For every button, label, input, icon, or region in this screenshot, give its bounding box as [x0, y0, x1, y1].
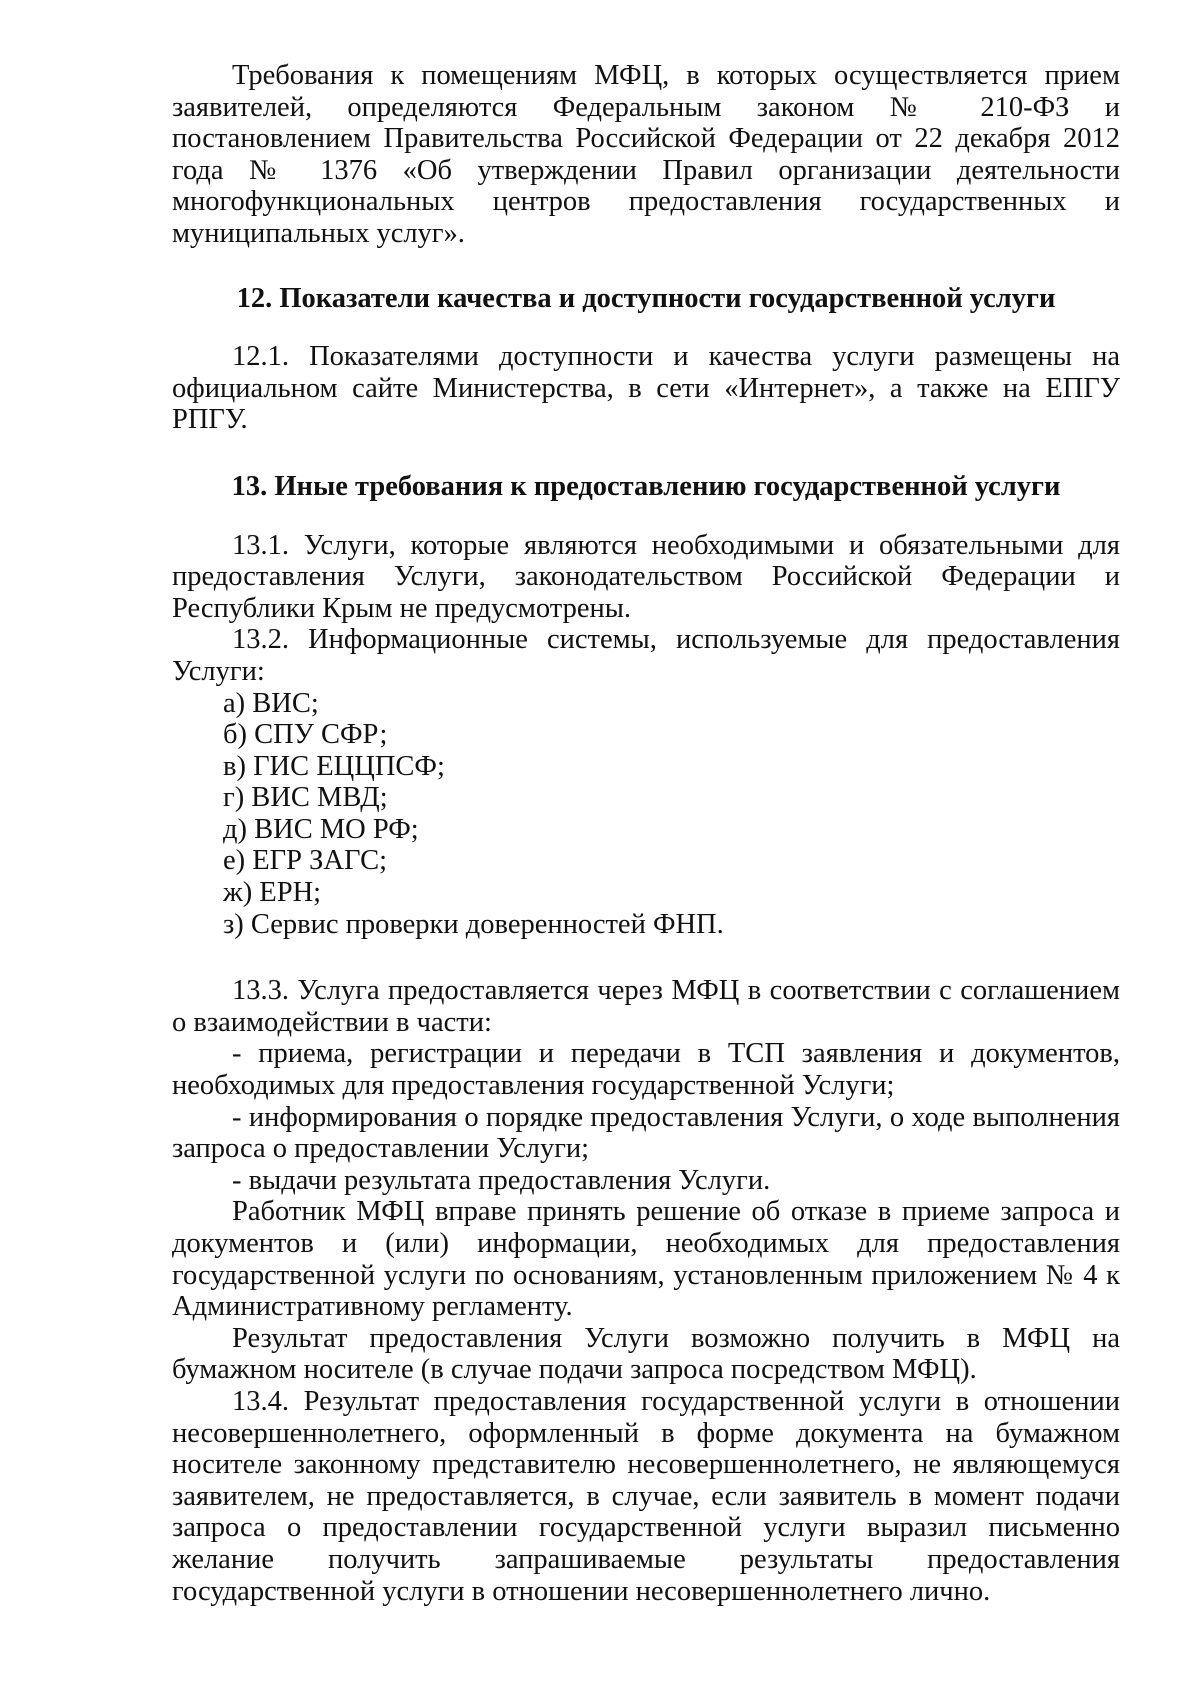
paragraph-13-3-item: - выдачи результата предоставления Услуги.: [232, 1164, 771, 1196]
document-page: [172, 60, 1120, 1607]
list-item: а) ВИС;: [223, 687, 319, 719]
list-item: г) ВИС МВД;: [223, 782, 388, 814]
list-item: ж) ЕРН;: [223, 877, 322, 909]
list-item: б) СПУ СФР;: [223, 719, 388, 751]
paragraph-result: Результат предоставления Услуги возможно получить в МФЦ на бумажном носителе (в случае подачи запроса посредством МФЦ).: [172, 1322, 1120, 1386]
section-12-heading: 12. Показатели качества и доступности государственной услуги: [236, 282, 1056, 314]
information-systems-list: [172, 688, 1120, 941]
list-item: д) ВИС МО РФ;: [223, 813, 419, 845]
list-item: в) ГИС ЕЦЦПСФ;: [223, 750, 445, 782]
list-item: е) ЕГР ЗАГС;: [223, 845, 388, 877]
intro-paragraph: Требования к помещениям МФЦ, в которых осуществляется прием заявителей, определяются Федеральным законом № 210-ФЗ и постановлением Правительства Российской Федерации от 22 декабря 2012 года № 1376 «Об утверждении Правил организации деятельности многофункциональных центров предоставления государственных и муниципальных услуг».: [172, 60, 1120, 249]
paragraph-13-3-item: - информирования о порядке предоставления Услуги, о ходе выполнения запроса о предоставлении Услуги;: [172, 1101, 1120, 1165]
paragraph-refusal: Работник МФЦ вправе принять решение об отказе в приеме запроса и документов и (или) информации, необходимых для предоставления государственной услуги по основаниям, установленным приложением № 4 к Административному регламенту.: [172, 1196, 1120, 1323]
paragraph-13-2: 13.2. Информационные системы, используемые для предоставления Услуги:: [172, 624, 1120, 687]
paragraph-12-1: 12.1. Показателями доступности и качества услуги размещены на официальном сайте Министерства, в сети «Интернет», а также на ЕПГУ РПГУ.: [172, 341, 1120, 436]
paragraph-13-3-item: - приема, регистрации и передачи в ТСП заявления и документов, необходимых для предоставления государственной Услуги;: [172, 1038, 1120, 1102]
paragraph-13-4: 13.4. Результат предоставления государственной услуги в отношении несовершеннолетнего, оформленный в форме документа на бумажном носителе законному представителю несовершеннолетнего, не являющемуся заявителем, не предоставляется, в случае, если заявитель в момент подачи запроса о предоставлении государственной услуги выразил письменно желание получить запрашиваемые результаты предоставления государственной услуги в отношении несовершеннолетнего лично.: [172, 1385, 1120, 1607]
list-item: з) Сервис проверки доверенностей ФНП.: [223, 908, 724, 940]
paragraph-13-1: 13.1. Услуги, которые являются необходимыми и обязательными для предоставления Услуги, законодательством Российской Федерации и Республики Крым не предусмотрены.: [172, 529, 1120, 624]
section-13-heading: 13. Иные требования к предоставлению государственной услуги: [231, 470, 1061, 502]
paragraph-13-3: 13.3. Услуга предоставляется через МФЦ в соответствии с соглашением о взаимодействии в части:: [172, 975, 1120, 1038]
